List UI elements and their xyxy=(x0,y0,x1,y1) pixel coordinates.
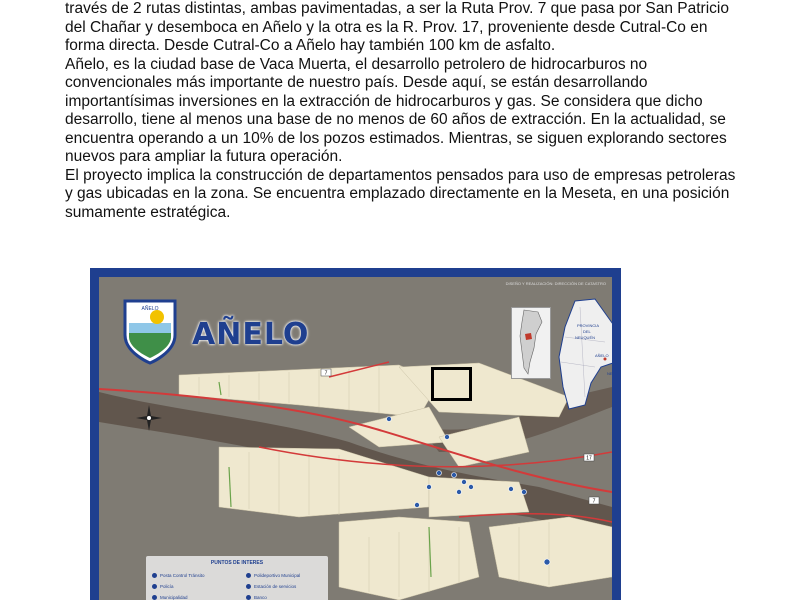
inset-label-neuquen-city: NEUQUÉN xyxy=(607,371,627,376)
city-map-figure xyxy=(90,268,627,600)
inset-label-del: DEL xyxy=(583,329,591,334)
paragraph-vaca-muerta: Añelo, es la ciudad base de Vaca Muerta, el desarrollo petrolero de hidrocarburos no convencionales más importante de nuestro país. Desde aquí, se están desarrollando importantísimas inversiones en la extracción de hidrocarburos y gas. Se considera que dicho desarrollo, tiene al menos una base de no menos de 60 años de extracción. En la actualidad, se encuentra operando a un 10% de los pozos estimados. Mientras, se siguen explorando sectores nuevos para ampliar la futura operación. xyxy=(65,55,727,165)
paragraph-project: El proyecto implica la construcción de departamentos pensados para uso de empresas petroleras y gas ubicadas en la zona. Se encuentra emplazado directamente en la Meseta, en una posición sumamente estratégica. xyxy=(65,166,736,221)
map-credit: DISEÑO Y REALIZACIÓN: DIRECCIÓN DE CATASTRO xyxy=(505,281,606,286)
municipal-crest-icon xyxy=(119,295,181,367)
map-title: AÑELO xyxy=(192,317,310,352)
route-marker-7-north: 7 xyxy=(324,370,328,377)
inset-label-anelo: AÑELO xyxy=(595,353,609,358)
legend-item: Policía xyxy=(152,584,174,589)
argentina-inset-map xyxy=(511,307,551,379)
route-marker-17: 17 xyxy=(586,455,592,462)
poi-marker-icon xyxy=(246,573,251,578)
project-location-highlight xyxy=(431,367,472,401)
poi-marker-icon xyxy=(152,584,157,589)
poi-marker-icon xyxy=(246,584,251,589)
legend-item: Posta Control Tránsito xyxy=(152,573,205,578)
points-of-interest-legend xyxy=(146,556,328,600)
neuquen-province-inset-map xyxy=(555,297,627,412)
compass-rose-icon xyxy=(136,405,162,431)
inset-label-neuquen-province: NEUQUÉN xyxy=(575,335,596,340)
route-marker-7-east: 7 xyxy=(592,498,596,505)
legend-item: Banco xyxy=(246,595,267,600)
inset-label-provincia: PROVINCIA xyxy=(577,323,600,328)
poi-marker-icon xyxy=(246,595,251,600)
crest-label: AÑELO xyxy=(141,306,159,312)
legend-title: PUNTOS DE INTERES xyxy=(210,560,264,566)
map-area xyxy=(99,277,627,600)
poi-marker-icon xyxy=(152,595,157,600)
legend-item: Estación de servicios xyxy=(246,584,296,589)
legend-item: Municipalidad xyxy=(152,595,188,600)
paragraph-routes: través de 2 rutas distintas, ambas pavimentadas, a ser la Ruta Prov. 7 que pasa por San Patricio del Chañar y desemboca en Añelo y la otra es la R. Prov. 17, proveniente desde Cutral-Co en forma directa. Desde Cutral-Co a Añelo hay también 100 km de asfalto. xyxy=(65,0,729,54)
poi-marker-icon xyxy=(152,573,157,578)
body-text xyxy=(65,0,745,222)
legend-item: Polideportivo Municipal xyxy=(246,573,300,578)
